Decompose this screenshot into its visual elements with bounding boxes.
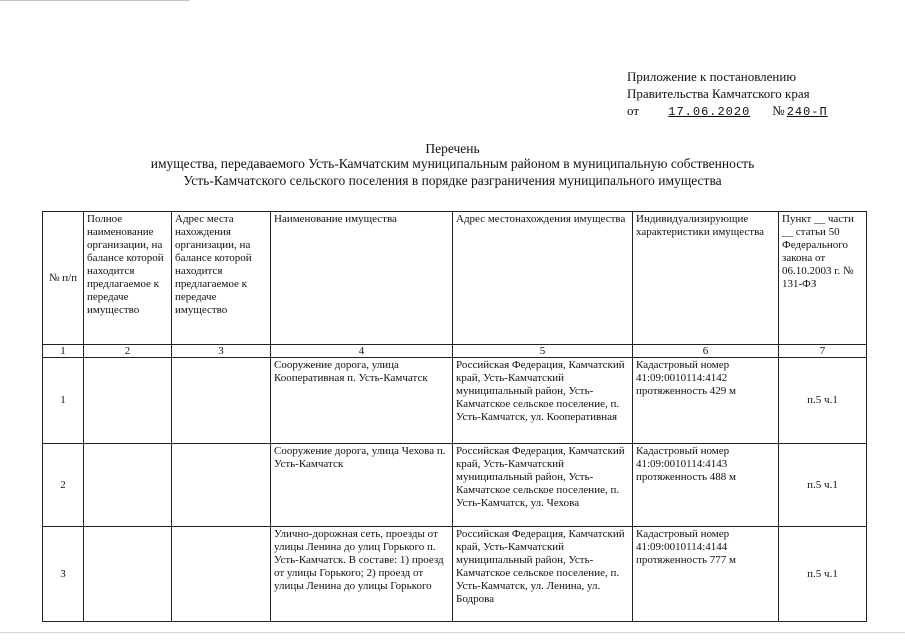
row-number: 3 <box>43 527 84 622</box>
row-organization <box>84 527 172 622</box>
column-number: 7 <box>779 345 867 358</box>
row-property-address: Российская Федерация, Камчатский край, Усть-Камчатский муниципальный район, Усть-Камчатское сельское поселение, п. Усть-Камчатск, ул. Чехова <box>453 444 633 527</box>
header-law-clause: Пункт __ части __ статьи 50 Федерального закона от 06.10.2003 г. № 131-ФЗ <box>779 212 867 345</box>
annex-number: 240-П <box>786 105 828 119</box>
row-characteristics: Кадастровый номер 41:09:0010114:4142 протяженность 429 м <box>633 358 779 444</box>
document-title: Перечень <box>425 141 480 156</box>
column-number: 2 <box>84 345 172 358</box>
table-row <box>43 358 867 444</box>
row-property-name: Улично-дорожная сеть, проезды от улицы Ленина до улиц Горького п. Усть-Камчатск. В составе: 1) проезд от улицы Горького; 2) проезд от улицы Ленина до улицы Горького <box>271 527 453 622</box>
document-subtitle-1: имущества, передаваемого Усть-Камчатским муниципальным районом в муниципальную собственность <box>150 156 755 171</box>
row-property-address: Российская Федерация, Камчатский край, Усть-Камчатский муниципальный район, Усть-Камчатское сельское поселение, п. Усть-Камчатск, ул. Ленина, ул. Бодрова <box>453 527 633 622</box>
row-law-clause: п.5 ч.1 <box>779 358 867 444</box>
table-header-row <box>43 212 867 345</box>
header-characteristics: Индивидуализирующие характеристики имущества <box>633 212 779 345</box>
scan-artifact-bottom <box>0 632 905 633</box>
column-number: 6 <box>633 345 779 358</box>
table-row <box>43 527 867 622</box>
row-number: 1 <box>43 358 84 444</box>
annex-note <box>627 68 852 121</box>
row-characteristics: Кадастровый номер 41:09:0010114:4143 протяженность 488 м <box>633 444 779 527</box>
row-law-clause: п.5 ч.1 <box>779 527 867 622</box>
annex-date: 17.06.2020 <box>668 105 751 119</box>
scan-artifact-top <box>0 0 190 1</box>
header-organization: Полное наименование организации, на балансе которой находится предлагаемое к передаче имущество <box>84 212 172 345</box>
row-organization <box>84 358 172 444</box>
annex-date-line <box>627 102 852 121</box>
row-characteristics: Кадастровый номер 41:09:0010114:4144 протяженность 777 м <box>633 527 779 622</box>
table-row <box>43 444 867 527</box>
column-number: 1 <box>43 345 84 358</box>
column-numbers-row <box>43 345 867 358</box>
row-law-clause: п.5 ч.1 <box>779 444 867 527</box>
header-property-address: Адрес местонахождения имущества <box>453 212 633 345</box>
row-property-name: Сооружение дорога, улица Чехова п. Усть-Камчатск <box>271 444 453 527</box>
document-subtitle-2: Усть-Камчатского сельского поселения в порядке разграничения муниципального имущества <box>183 173 722 188</box>
row-organization-address <box>172 358 271 444</box>
column-number: 5 <box>453 345 633 358</box>
column-number: 4 <box>271 345 453 358</box>
row-organization-address <box>172 527 271 622</box>
column-number: 3 <box>172 345 271 358</box>
annex-number-label: № <box>772 103 785 118</box>
annex-line-1: Приложение к постановлению <box>627 69 797 84</box>
header-number: № п/п <box>43 212 84 345</box>
row-organization <box>84 444 172 527</box>
row-property-name: Сооружение дорога, улица Кооперативная п. Усть-Камчатск <box>271 358 453 444</box>
header-property-name: Наименование имущества <box>271 212 453 345</box>
row-number: 2 <box>43 444 84 527</box>
property-table <box>42 211 867 622</box>
header-organization-address: Адрес места нахождения организации, на балансе которой находится предлагаемое к передаче имущество <box>172 212 271 345</box>
annex-line-2: Правительства Камчатского края <box>627 86 810 101</box>
row-property-address: Российская Федерация, Камчатский край, Усть-Камчатский муниципальный район, Усть-Камчатское сельское поселение, п. Усть-Камчатск, ул. Кооперативная <box>453 358 633 444</box>
row-organization-address <box>172 444 271 527</box>
annex-from-label: от <box>627 103 640 118</box>
